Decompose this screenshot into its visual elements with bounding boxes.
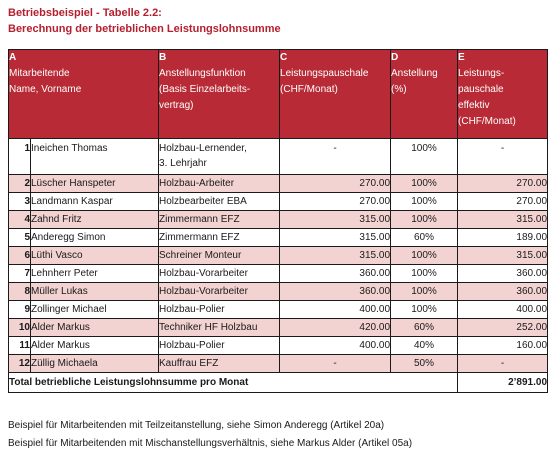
column-header-d: D Anstellung (%)	[391, 50, 458, 139]
table-row	[9, 283, 548, 301]
effective-allowance: 315.00	[458, 247, 548, 265]
performance-allowance: 400.00	[280, 301, 391, 319]
employment-function: Kauffrau EFZ	[159, 355, 280, 373]
row-number: 4	[9, 211, 31, 229]
employment-rate: 40%	[391, 337, 458, 355]
employment-function: Schreiner Monteur	[159, 247, 280, 265]
table-row	[9, 193, 548, 211]
employee-name: Lüthi Vasco	[31, 247, 159, 265]
table-row	[9, 139, 548, 175]
table-row	[9, 319, 548, 337]
row-number: 11	[9, 337, 31, 355]
table-row	[9, 175, 548, 193]
employment-function: Techniker HF Holzbau	[159, 319, 280, 337]
performance-allowance: 315.00	[280, 229, 391, 247]
performance-allowance: -	[280, 355, 391, 373]
employment-function: Holzbau-Polier	[159, 301, 280, 319]
row-number: 12	[9, 355, 31, 373]
total-label: Total betriebliche Leistungslohnsumme pro Monat	[9, 373, 458, 393]
employee-name: Ineichen Thomas	[31, 139, 159, 175]
performance-allowance: 315.00	[280, 247, 391, 265]
column-header-b: B Anstellungsfunktion (Basis Einzelarbeits- vertrag)	[159, 50, 280, 139]
header-row	[9, 50, 548, 139]
table-row	[9, 229, 548, 247]
table-row	[9, 211, 548, 229]
employee-name: Lehnherr Peter	[31, 265, 159, 283]
employee-name: Lüscher Hanspeter	[31, 175, 159, 193]
employee-name: Anderegg Simon	[31, 229, 159, 247]
employment-function: Holzbearbeiter EBA	[159, 193, 280, 211]
employment-rate: 100%	[391, 301, 458, 319]
employment-function: Holzbau-Lernender, 3. Lehrjahr	[159, 139, 280, 175]
employment-rate: 100%	[391, 211, 458, 229]
effective-allowance: -	[458, 139, 548, 175]
table-row	[9, 337, 548, 355]
employment-rate: 60%	[391, 229, 458, 247]
row-number: 2	[9, 175, 31, 193]
performance-allowance: 270.00	[280, 175, 391, 193]
employment-function: Holzbau-Vorarbeiter	[159, 283, 280, 301]
performance-allowance: 360.00	[280, 265, 391, 283]
row-number: 5	[9, 229, 31, 247]
employment-rate: 60%	[391, 319, 458, 337]
title-line-2: Berechnung der betrieblichen Leistungslohnsumme	[8, 23, 281, 35]
employment-rate: 100%	[391, 175, 458, 193]
effective-allowance: 400.00	[458, 301, 548, 319]
row-number: 1	[9, 139, 31, 175]
row-number: 10	[9, 319, 31, 337]
employment-function: Zimmermann EFZ	[159, 229, 280, 247]
effective-allowance: 189.00	[458, 229, 548, 247]
column-header-c: C Leistungspauschale (CHF/Monat)	[280, 50, 391, 139]
row-number: 3	[9, 193, 31, 211]
table-row	[9, 301, 548, 319]
row-number: 9	[9, 301, 31, 319]
employment-rate: 100%	[391, 139, 458, 175]
effective-allowance: -	[458, 355, 548, 373]
employee-name: Alder Markus	[31, 319, 159, 337]
total-value: 2’891.00	[458, 373, 548, 393]
performance-allowance: 315.00	[280, 211, 391, 229]
employment-function: Holzbau-Polier	[159, 337, 280, 355]
employee-name: Züllig Michaela	[31, 355, 159, 373]
effective-allowance: 160.00	[458, 337, 548, 355]
total-row	[9, 373, 548, 393]
effective-allowance: 270.00	[458, 193, 548, 211]
row-number: 7	[9, 265, 31, 283]
employee-name: Alder Markus	[31, 337, 159, 355]
employment-function: Holzbau-Arbeiter	[159, 175, 280, 193]
performance-allowance: 400.00	[280, 337, 391, 355]
employment-rate: 100%	[391, 265, 458, 283]
performance-allowance: 360.00	[280, 283, 391, 301]
employment-rate: 100%	[391, 283, 458, 301]
effective-allowance: 270.00	[458, 175, 548, 193]
effective-allowance: 315.00	[458, 211, 548, 229]
employment-rate: 100%	[391, 193, 458, 211]
footnote-mixed-employment: Beispiel für Mitarbeitenden mit Mischanstellungsverhältnis, siehe Markus Alder (Artikel 05a)	[8, 438, 413, 449]
footnote-part-time: Beispiel für Mitarbeitenden mit Teilzeitanstellung, siehe Simon Anderegg (Artikel 20a)	[8, 420, 385, 431]
table-row	[9, 247, 548, 265]
effective-allowance: 360.00	[458, 265, 548, 283]
employee-name: Zahnd Fritz	[31, 211, 159, 229]
performance-allowance: 420.00	[280, 319, 391, 337]
column-header-a: A Mitarbeitende Name, Vorname	[9, 50, 159, 139]
performance-allowance: -	[280, 139, 391, 175]
row-number: 8	[9, 283, 31, 301]
title-line-1: Betriebsbeispiel - Tabelle 2.2:	[8, 7, 162, 19]
row-number: 6	[9, 247, 31, 265]
column-header-e: E Leistungs- pauschale effektiv (CHF/Monat)	[458, 50, 548, 139]
employment-rate: 50%	[391, 355, 458, 373]
employee-name: Zollinger Michael	[31, 301, 159, 319]
table-row	[9, 265, 548, 283]
employee-name: Landmann Kaspar	[31, 193, 159, 211]
table-title	[8, 5, 281, 37]
employment-function: Zimmermann EFZ	[159, 211, 280, 229]
effective-allowance: 252.00	[458, 319, 548, 337]
employment-rate: 100%	[391, 247, 458, 265]
employment-function: Holzbau-Vorarbeiter	[159, 265, 280, 283]
wage-table	[8, 49, 548, 393]
effective-allowance: 360.00	[458, 283, 548, 301]
table-row	[9, 355, 548, 373]
performance-allowance: 270.00	[280, 193, 391, 211]
employee-name: Müller Lukas	[31, 283, 159, 301]
